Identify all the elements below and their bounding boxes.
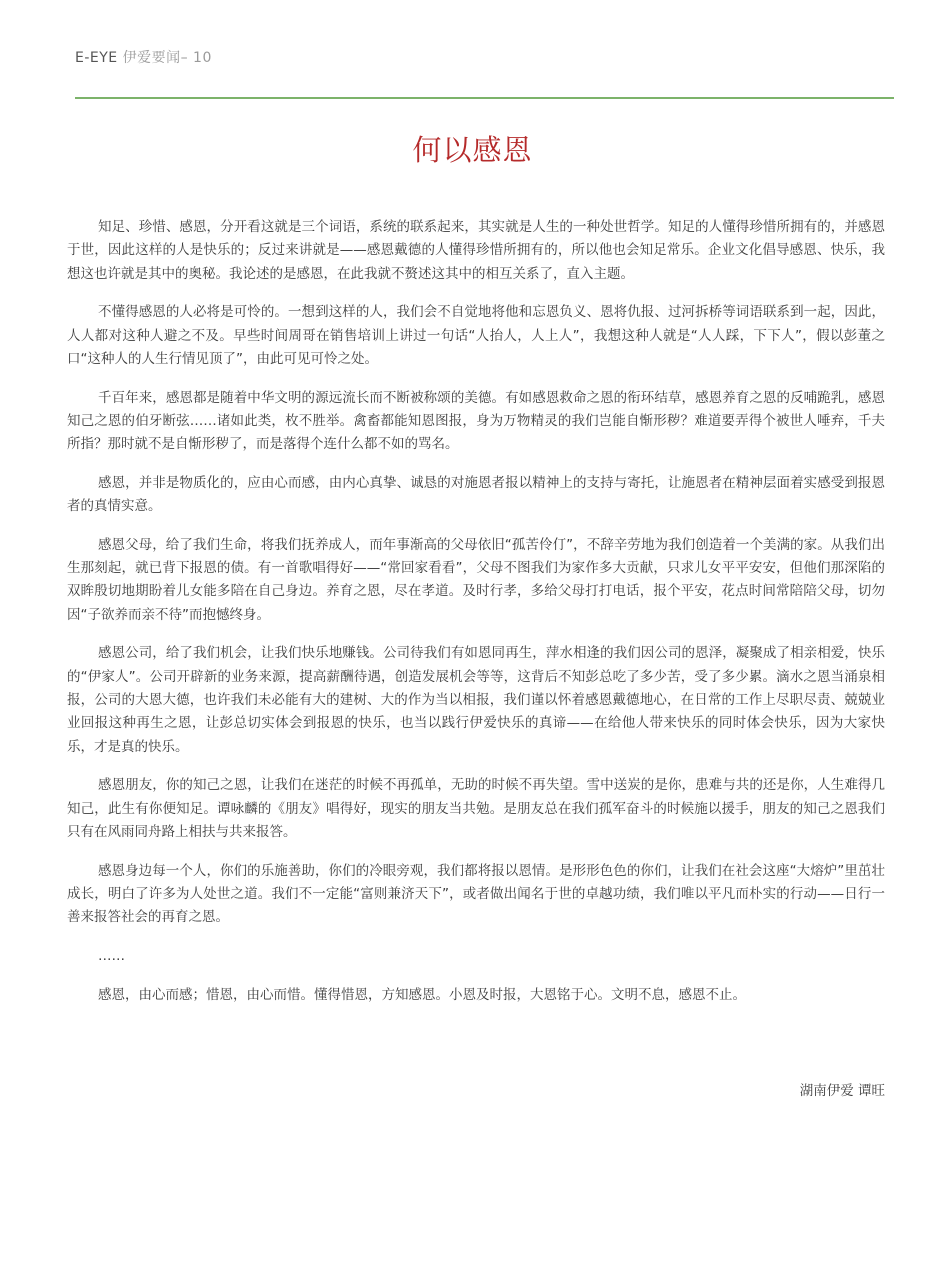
article-paragraph: 不懂得感恩的人必将是可怜的。一想到这样的人，我们会不自觉地将他和忘恩负义、恩将仇报、过河拆桥等词语联系到一起，因此，人人都对这种人避之不及。早些时间周哥在销售培训上讲过一句话“人抬人，人上人”，我想这种人就是“人人踩，下下人”，假以彭董之口“这种人的人生行情见顶了”，由此可见可怜之处。 <box>67 304 885 367</box>
article-paragraph: 知足、珍惜、感恩，分开看这就是三个词语，系统的联系起来，其实就是人生的一种处世哲学。知足的人懂得珍惜所拥有的，并感恩于世，因此这样的人是快乐的；反过来讲就是——感恩戴德的人懂得珍惜所拥有的，所以他也会知足常乐。企业文化倡导感恩、快乐，我想这也许就是其中的奥秘。我论述的是感恩，在此我就不赘述这其中的相互关系了，直入主题。 <box>67 219 885 282</box>
header-divider <box>75 97 894 99</box>
article-conclusion: 感恩，由心而感；惜恩，由心而惜。懂得惜恩，方知感恩。小恩及时报，大恩铭于心。文明不息，感恩不止。 <box>98 986 746 1003</box>
page-header <box>75 47 212 67</box>
article-ellipsis: …… <box>98 947 125 964</box>
article-body <box>67 216 885 1022</box>
article-title: 何以感恩 <box>412 133 533 167</box>
author-signature: 湖南伊爱 谭旺 <box>799 1083 885 1099</box>
header-section-page: 伊爱要闻– 10 <box>122 50 212 66</box>
article-paragraph: 感恩，并非是物质化的，应由心而感，由内心真挚、诚恳的对施恩者报以精神上的支持与寄托，让施恩者在精神层面着实感受到报恩者的真情实意。 <box>67 474 885 515</box>
article-paragraph: 感恩朋友，你的知己之恩，让我们在迷茫的时候不再孤单，无助的时候不再失望。雪中送炭的是你，患难与共的还是你，人生难得几知己，此生有你便知足。谭咏麟的《朋友》唱得好，现实的朋友当共勉。是朋友总在我们孤军奋斗的时候施以援手，朋友的知己之恩我们只有在风雨同舟路上相扶与共来报答。 <box>67 777 885 840</box>
article-paragraph: 千百年来，感恩都是随着中华文明的源远流长而不断被称颂的美德。有如感恩救命之恩的衔环结草，感恩养育之恩的反哺跪乳，感恩知己之恩的伯牙断弦……诸如此类，枚不胜举。禽畜都能知恩图报，身为万物精灵的我们岂能自惭形秽？难道要弄得个被世人唾弃，千夫所指？那时就不是自惭形秽了，而是落得个连什么都不如的骂名。 <box>67 389 885 453</box>
article-paragraph: 感恩公司，给了我们机会，让我们快乐地赚钱。公司待我们有如恩同再生，萍水相逢的我们因公司的恩泽，凝聚成了相亲相爱，快乐的“伊家人”。公司开辟新的业务来源，提高薪酬待遇，创造发展机会等等，这背后不知彭总吃了多少苦，受了多少累。滴水之恩当涌泉相报，公司的大恩大德，也许我们未必能有大的建树、大的作为当以相报，我们谨以怀着感恩戴德地心，在日常的工作上尽职尽责、兢兢业业回报这种再生之恩，让彭总切实体会到报恩的快乐，也当以践行伊爱快乐的真谛——在给他人带来快乐的同时体会快乐，因为大家快乐，才是真的快乐。 <box>67 645 885 755</box>
header-brand: E-EYE <box>75 50 123 66</box>
article-paragraph: 感恩父母，给了我们生命，将我们抚养成人，而年事渐高的父母依旧“孤苦伶仃”，不辞辛劳地为我们创造着一个美满的家。从我们出生那刻起，就已背下报恩的债。有一首歌唱得好——“常回家看看”，父母不图我们为家作多大贡献，只求儿女平平安安，但他们那深陷的双眸殷切地期盼着儿女能多陪在自己身边。养育之恩，尽在孝道。及时行孝，多给父母打打电话，报个平安，花点时间常陪陪父母，切勿因“子欲养而亲不待”而抱憾终身。 <box>67 536 885 623</box>
article-paragraph: 感恩身边每一个人，你们的乐施善助，你们的冷眼旁观，我们都将报以恩情。是形形色色的你们，让我们在社会这座“大熔炉”里茁壮成长，明白了许多为人处世之道。我们不一定能“富则兼济天下”，或者做出闻名于世的卓越功绩，我们唯以平凡而朴实的行动——日行一善来报答社会的再育之恩。 <box>67 862 885 926</box>
